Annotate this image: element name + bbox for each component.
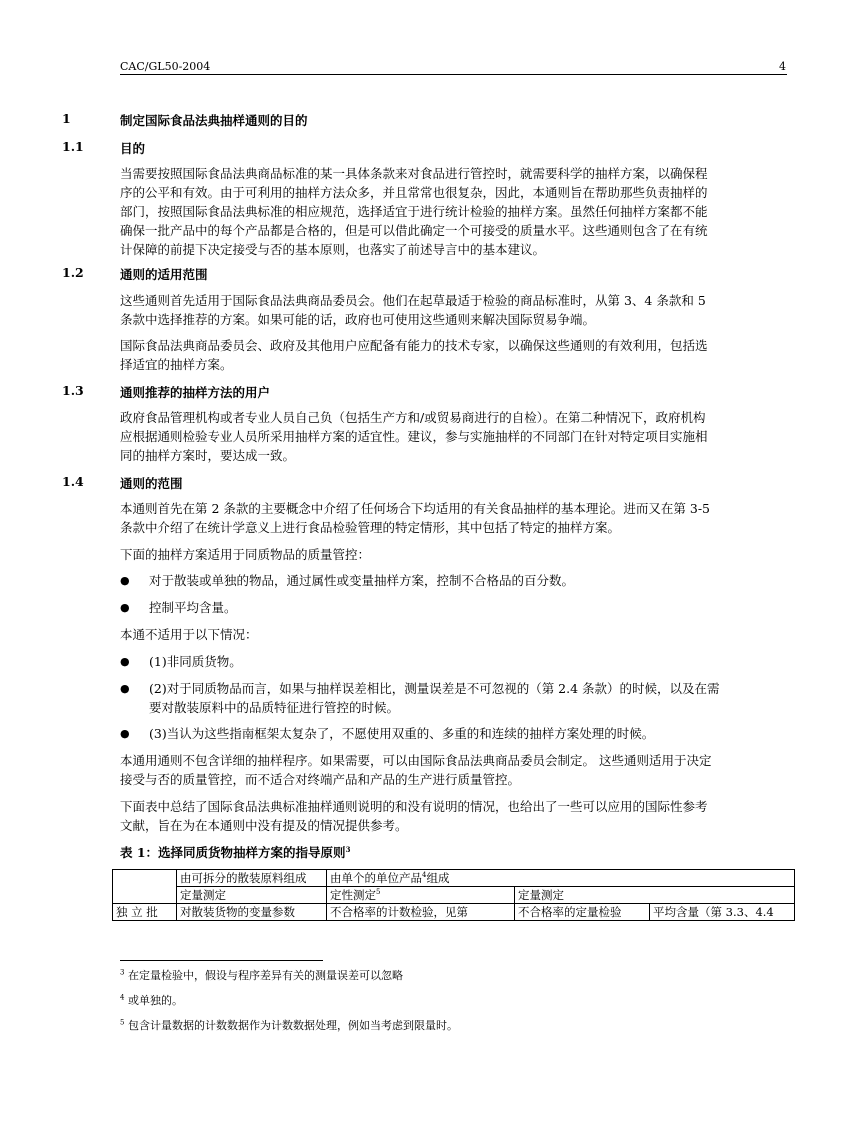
bullet-text: 对于散装或单独的物品，通过属性或变量抽样方案，控制不合格品的百分数。 — [149, 573, 575, 588]
s1-2-paragraph-1 — [120, 291, 786, 329]
bullet-text — [149, 679, 786, 717]
bullet-text: (1)非同质货物。 — [149, 654, 242, 669]
section-number: 1.1 — [62, 139, 84, 154]
text-line: 部门，按照国际食品法典标准的相应规范，选择适宜于进行统计检验的抽样方案。虽然任何抽样方案都不能 — [120, 204, 708, 219]
cell-text: 由单个的单位产品 — [330, 871, 422, 885]
footnote-mark: 3 — [120, 968, 125, 977]
footnote-mark: 4 — [120, 993, 125, 1002]
table-cell: 对散装货物的变量参数 — [177, 904, 327, 921]
text-line: 本通用通则不包含详细的抽样程序。如果需要，可以由国际食品法典商品委员会制定。 这些通则适用于决定 — [120, 753, 712, 768]
table-cell — [113, 870, 177, 904]
text-line: 应根据通则检验专业人员所采用抽样方案的适宜性。建议，参与实施抽样的不同部门在针对特定项目实施相 — [120, 429, 708, 444]
table-cell: 独 立 批 — [113, 904, 177, 921]
section-number: 1 — [62, 111, 71, 126]
section-title: 通则的适用范围 — [120, 267, 208, 282]
bullet-text: 控制平均含量。 — [149, 600, 237, 615]
s1-4-paragraph-1 — [120, 499, 786, 537]
guidance-table — [112, 869, 795, 921]
table-cell: 不合格率的计数检验，见第 — [327, 904, 515, 921]
footnote-mark: 5 — [120, 1018, 125, 1027]
bullet-icon: ● — [120, 655, 130, 668]
doc-code: CAC/GL50-2004 — [120, 60, 211, 73]
s1-4-paragraph-3: 本通不适用于以下情况： — [120, 627, 258, 642]
footnote — [120, 967, 403, 983]
table-cell: 平均含量（第 3.3、4.4 — [650, 904, 795, 921]
table-row — [113, 870, 795, 887]
text-line: 同的抽样方案时，要达成一致。 — [120, 448, 296, 463]
s1-2-paragraph-2 — [120, 336, 786, 374]
table-cell: 不合格率的定量检验 — [515, 904, 650, 921]
table-caption — [120, 843, 350, 861]
s1-4-paragraph-5 — [120, 797, 786, 835]
table-row — [113, 887, 795, 904]
footnote-divider — [120, 960, 323, 961]
text-line: 国际食品法典商品委员会、政府及其他用户应配备有能力的技术专家，以确保这些通则的有效利用，包括选 — [120, 338, 708, 353]
table-cell: 由可拆分的散装原料组成 — [177, 870, 327, 887]
s1-1-paragraph — [120, 164, 786, 259]
s1-4-paragraph-2: 下面的抽样方案适用于同质物品的质量管控： — [120, 547, 371, 562]
text-line: 条款中选择推荐的方案。如果可能的话，政府也可使用这些通则来解决国际贸易争端。 — [120, 312, 596, 327]
text-line: 计保障的前提下决定接受与否的基本原则，也落实了前述导言中的基本建议。 — [120, 242, 546, 257]
text-line: 下面表中总结了国际食品法典标准抽样通则说明的和没有说明的情况，也给出了一些可以应用的国际性参考 — [120, 799, 708, 814]
table-cell: 定量测定 — [177, 887, 327, 904]
section-title: 目的 — [120, 141, 146, 156]
footnote — [120, 1017, 458, 1033]
section-title: 制定国际食品法典抽样通则的目的 — [120, 113, 308, 128]
cell-text: 组成 — [426, 871, 450, 885]
bullet-text: (3)当认为这些指南框架太复杂了，不愿使用双重的、多重的和连续的抽样方案处理的时候。 — [149, 726, 655, 741]
footnote — [120, 992, 183, 1008]
bullet-icon: ● — [120, 727, 130, 740]
text-line: (2)对于同质物品而言，如果与抽样误差相比，测量误差是不可忽视的（第 2.4 条款）的时候，以及在需 — [149, 681, 720, 696]
footnote-text: 包含计量数据的计数数据作为计数数据处理，例如当考虑到限量时。 — [127, 1019, 458, 1032]
text-line: 择适宜的抽样方案。 — [120, 357, 233, 372]
table-cell: 定量测定 — [515, 887, 795, 904]
page-number: 4 — [779, 60, 786, 73]
section-title: 通则推荐的抽样方法的用户 — [120, 385, 271, 400]
section-title: 通则的范围 — [120, 476, 183, 491]
footnote-ref: 4 — [422, 871, 427, 880]
section-number: 1.3 — [62, 383, 84, 398]
text-line: 序的公平和有效。由于可利用的抽样方法众多，并且常常也很复杂，因此，本通则旨在帮助那些负责抽样的 — [120, 185, 708, 200]
text-line: 确保一批产品中的每个产品都是合格的，但是可以借此确定一个可接受的质量水平。这些通则包含了在有统 — [120, 223, 708, 238]
table-cell — [327, 887, 515, 904]
text-line: 政府食品管理机构或者专业人员自己负（包括生产方和/或贸易商进行的自检）。在第二种情况下，政府机构 — [120, 410, 706, 425]
section-number: 1.4 — [62, 474, 84, 489]
s1-3-paragraph — [120, 408, 786, 465]
table-cell — [327, 870, 795, 887]
text-line: 本通则首先在第 2 条款的主要概念中介绍了任何场合下均适用的有关食品抽样的基本理论。进而又在第 3-5 — [120, 501, 711, 516]
text-line: 文献，旨在为在本通则中没有提及的情况提供参考。 — [120, 818, 408, 833]
footnote-ref: 5 — [376, 888, 381, 897]
page-header — [120, 58, 787, 75]
bullet-icon: ● — [120, 601, 130, 614]
text-line: 要对散装原料中的品质特征进行管控的时候。 — [149, 700, 400, 715]
footnote-ref: 3 — [345, 844, 351, 854]
s1-4-paragraph-4 — [120, 751, 786, 789]
text-line: 当需要按照国际食品法典商品标准的某一具体条款来对食品进行管控时，就需要科学的抽样方案，以确保程 — [120, 166, 708, 181]
bullet-icon: ● — [120, 574, 130, 587]
text-line: 条款中介绍了在统计学意义上进行食品检验管理的特定情形，其中包括了特定的抽样方案。 — [120, 520, 621, 535]
bullet-icon: ● — [120, 682, 130, 695]
caption-text: 表 1：选择同质货物抽样方案的指导原则 — [120, 845, 346, 860]
table-row — [113, 904, 795, 921]
footnote-text: 在定量检验中，假设与程序差异有关的测量误差可以忽略 — [127, 969, 403, 982]
section-number: 1.2 — [62, 265, 84, 280]
footnote-text: 或单独的。 — [127, 994, 183, 1007]
text-line: 接受与否的质量管控，而不适合对终端产品和产品的生产进行质量管控。 — [120, 772, 521, 787]
cell-text: 定性测定 — [330, 888, 376, 902]
text-line: 这些通则首先适用于国际食品法典商品委员会。他们在起草最适于检验的商品标准时，从第 3、4 条款和 5 — [120, 293, 706, 308]
